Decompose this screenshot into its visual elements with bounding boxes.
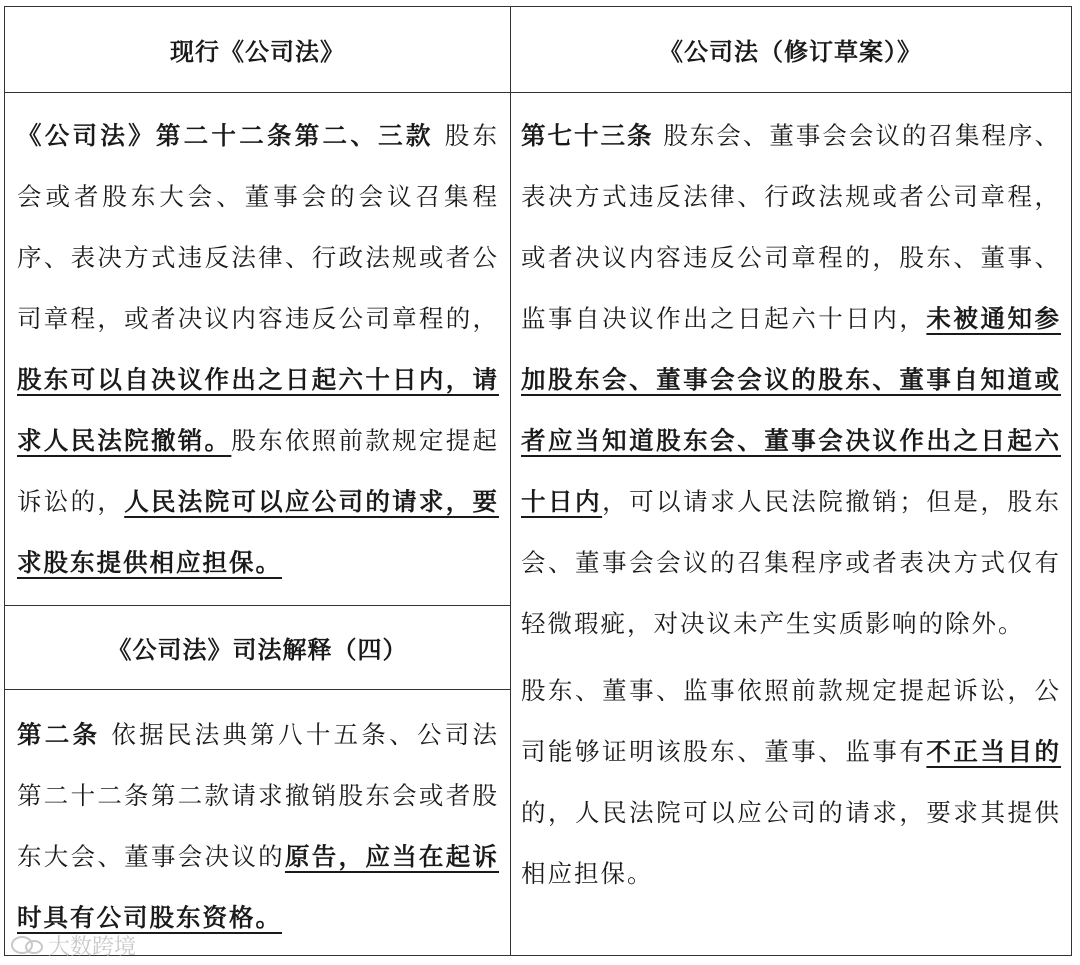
header-current-law: 现行《公司法》 [170, 37, 345, 66]
column-divider [510, 7, 511, 955]
article-title: 第七十三条 [521, 121, 654, 150]
emphasized-text: 人民法院可以应公司的请求，要求股东提供相应担保。 [17, 487, 500, 577]
article-text: ，可以请求人民法院撤销；但是，股东会、董事会会议的召集程序或者表决方式仅有轻微瑕疵，对决议未产生实质影响的除外。 [521, 487, 1062, 638]
watermark-text: 大数跨境 [48, 935, 137, 960]
article-text: 股东依照前款规定提起诉讼的， [17, 426, 500, 516]
current-law-article-22 [17, 105, 499, 593]
article-text: 股东会、董事会会议的召集程序、表决方式违反法律、行政法规或者公司章程，或者决议内容违反公司章程的，股东、董事、监事自决议作出之日起六十日内， [521, 121, 1062, 333]
header-judicial-interpretation: 《公司法》司法解释（四） [107, 634, 408, 664]
emphasized-text: 股东可以自决议作出之日起六十日内，请求人民法院撤销。 [17, 365, 499, 455]
emphasized-text: 原告，应当在起诉时具有公司股东资格。 [17, 842, 500, 932]
article-text: 股东、董事、监事依照前款规定提起诉讼，公司能够证明该股东、董事、监事有 [521, 676, 1061, 766]
article-text: 的，人民法院可以应公司的请求，要求其提供相应担保。 [521, 798, 1061, 888]
chat-bubble-logo-icon [10, 935, 44, 957]
article-text: 股东会或者股东大会、董事会的会议召集程序、表决方式违反法律、行政法规或者公司章程，或者决议内容违反公司章程的， [17, 121, 499, 333]
emphasized-text: 不正当目的 [926, 737, 1062, 766]
article-text: 依据民法典第八十五条、公司法第二十二条第二款请求撤销股东会或者股东大会、董事会决议的 [17, 720, 500, 871]
judicial-interpretation-article-2 [17, 704, 499, 948]
comparison-table [4, 6, 1072, 956]
article-title: 《公司法》第二十二条第二、三款 [17, 121, 434, 150]
emphasized-text: 未被通知参加股东会、董事会会议的股东、董事自知道或者应当知道股东会、董事会决议作出之日起六十日内 [521, 304, 1062, 516]
header-draft-amendment: 《公司法（修订草案）》 [659, 37, 922, 66]
watermark [10, 930, 136, 961]
left-section-divider-bottom [5, 689, 510, 690]
article-title: 第二条 [17, 720, 101, 749]
draft-article-73 [521, 105, 1061, 904]
header-row-divider [5, 92, 1071, 93]
